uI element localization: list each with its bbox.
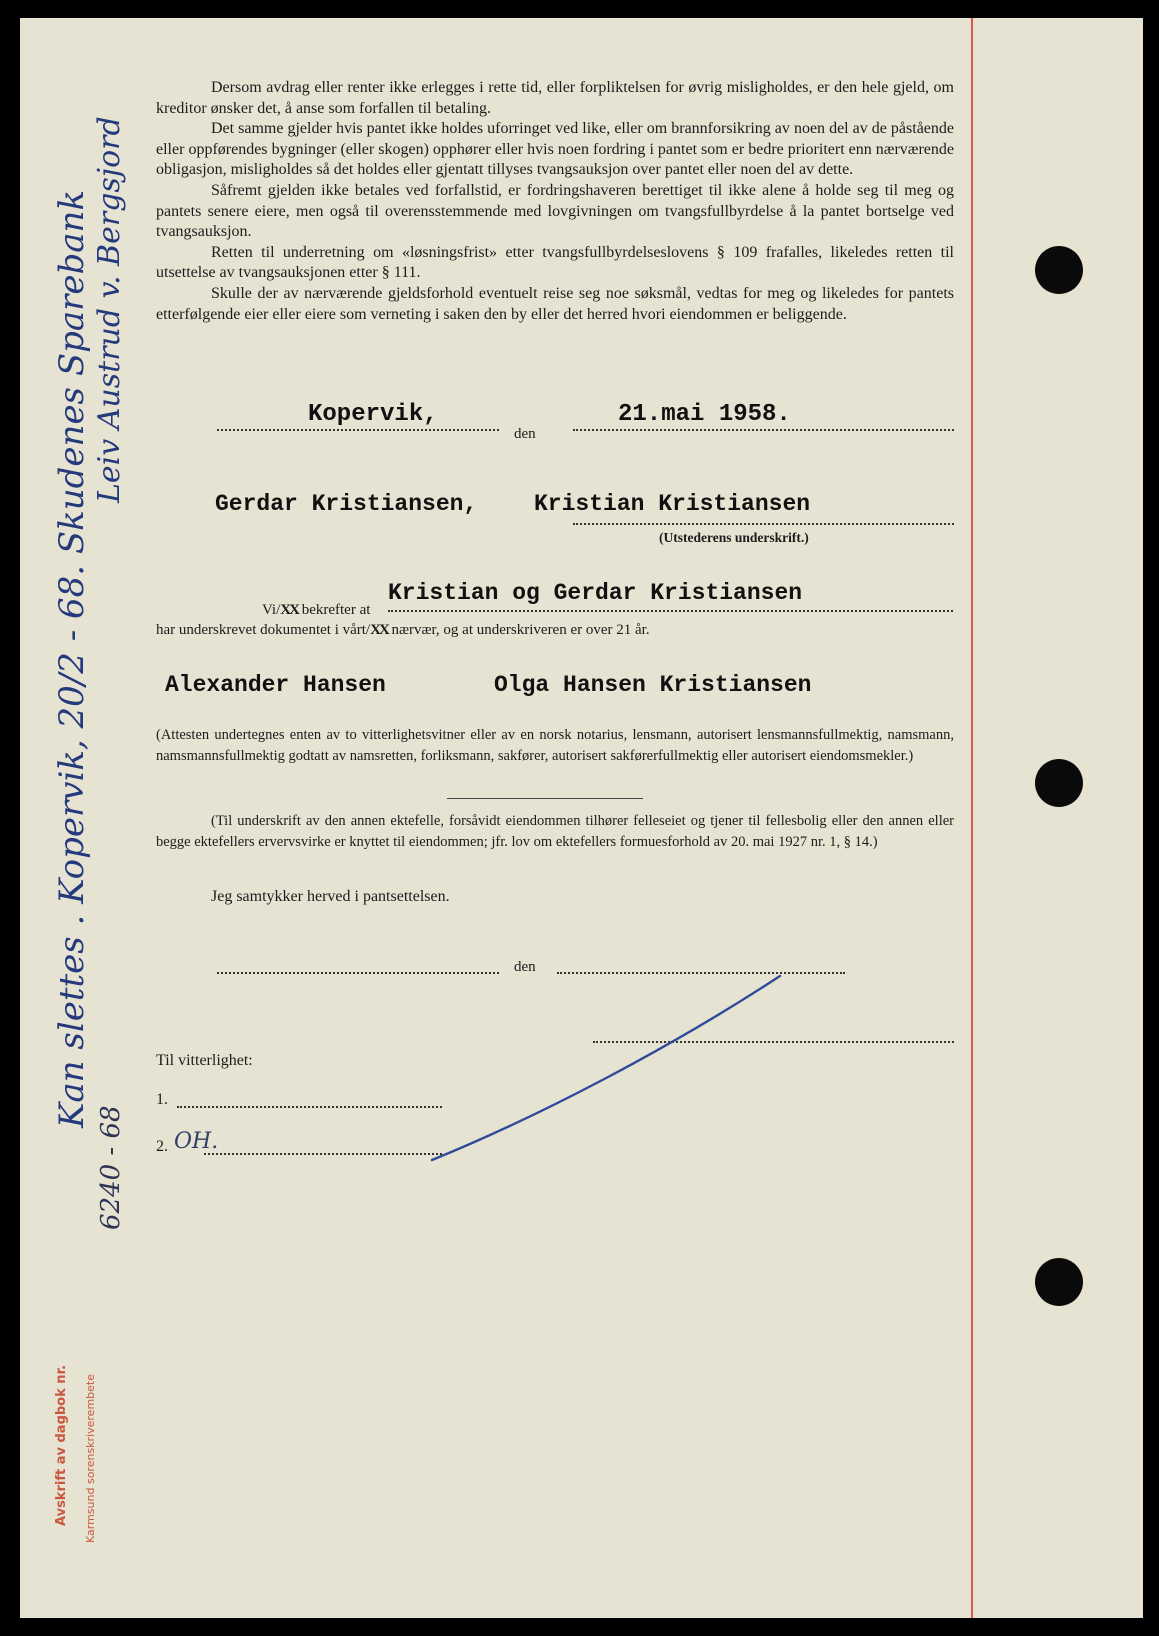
margin-dagbok-number: 6240 - 68 <box>96 1105 126 1230</box>
document-page <box>20 18 1143 1618</box>
cancellation-stroke <box>20 18 1143 1618</box>
attest-note-text: (Attesten undertegnes enten av to vitterlighetsvitner eller av en norsk notarius, lensmann, autorisert lensmannsfullmektig, namsmann, namsmannsfullmektig godtatt av namsretten, forliksmann, sakfører, autorisert sakførerfullmektig eller autorisert eiendomsmekler.) <box>156 727 954 764</box>
consent-text: Jeg samtykker herved i pantsettelsen. <box>211 888 450 905</box>
place-typed: Kopervik, <box>308 401 438 428</box>
confirm-line-2-start: har underskrevet dokumentet i vårt/ <box>156 622 371 638</box>
stamp-office: Karmsund sorenskriverembete <box>84 1374 97 1543</box>
issuer-signature-2: Kristian Kristiansen <box>534 491 811 517</box>
confirm-verb: bekrefter at <box>301 602 371 618</box>
terms-paragraph-1: Dersom avdrag eller renter ikke erlegges i rette tid, eller forpliktelsen for øvrig misligholdes, er den hele gjeld, om kreditor ønsker det, å anse som forfallen til betaling. <box>156 79 954 117</box>
den-label: den <box>514 426 536 442</box>
strikeout-mark-2: XX <box>370 622 388 638</box>
terms-paragraph-2: Det samme gjelder hvis pantet ikke holdes uforringet ved like, eller om brannforsikring av noen del av de påstående eller oppførendes bygninger (eller skogen) opphører eller hvis noen fordring i pantet som er bedre prioritert enn nærværende obligasjon, misligholdes så det holdes eller gjentatt tillyses tvangsauksjon over pantet eller noen del av dette. <box>156 120 954 179</box>
witness-initials: OH. <box>174 1129 219 1154</box>
margin-note-cancellation: Kan slettes . Kopervik, 20/2 - 68. Skudenes Sparebank <box>52 189 92 1128</box>
consent-den-label: den <box>514 959 536 975</box>
terms-paragraph-3: Såfremt gjelden ikke betales ved forfallstid, er fordringshaveren berettiget til ikke alene å holde seg til meg og pantets senere eiere, men også til overensstemmende med lovgivningen om tvangsfullbyrdelse å la pantet bortselge ved tvangsauksjon. <box>156 181 954 241</box>
strikeout-mark: XX <box>280 602 298 618</box>
margin-note-signature: Leiv Austrud v. Bergsjord <box>92 116 127 503</box>
confirmed-names-typed: Kristian og Gerdar Kristiansen <box>388 580 803 606</box>
issuer-signature-1: Gerdar Kristiansen, <box>215 491 478 517</box>
witness-number-2: 2. <box>156 1138 168 1155</box>
confirm-prefix: Vi/ <box>262 602 281 618</box>
witness-signature-1: Alexander Hansen <box>165 672 386 698</box>
stamp-dagbok: Avskrift av dagbok nr. <box>54 1364 69 1526</box>
terms-paragraph-4: Retten til underretning om «løsningsfrist» etter tvangsfullbyrdelseslovens § 109 frafalles, likeledes retten til utsettelse av tvangsauksjonen etter § 111. <box>156 243 954 282</box>
date-typed: 21.mai 1958. <box>618 401 791 428</box>
witness-signature-2: Olga Hansen Kristiansen <box>494 672 812 698</box>
vitterlighet-label: Til vitterlighet: <box>156 1052 253 1069</box>
spouse-note-text: (Til underskrift av den annen ektefelle, forsåvidt eiendommen tilhører felleseiet og tjener til fellesbolig eller den annen eller begge ektefellers ervervsvirke er knyttet til eiendommen; jfr. lov om ektefellers formuesforhold av 20. mai 1927 nr. 1, § 14.) <box>156 813 954 850</box>
terms-paragraph-5: Skulle der av nærværende gjeldsforhold eventuelt reise seg noe søksmål, vedtas for meg og likeledes for pantets etterfølgende eier eller eiere som verneting i saken den by eller det herred hvori eiendommen er beliggende. <box>156 284 954 323</box>
confirm-line-2-end: nærvær, og at underskriveren er over 21 år. <box>391 622 650 638</box>
witness-number-1: 1. <box>156 1091 168 1108</box>
issuer-caption: (Utstederens underskrift.) <box>659 530 809 545</box>
